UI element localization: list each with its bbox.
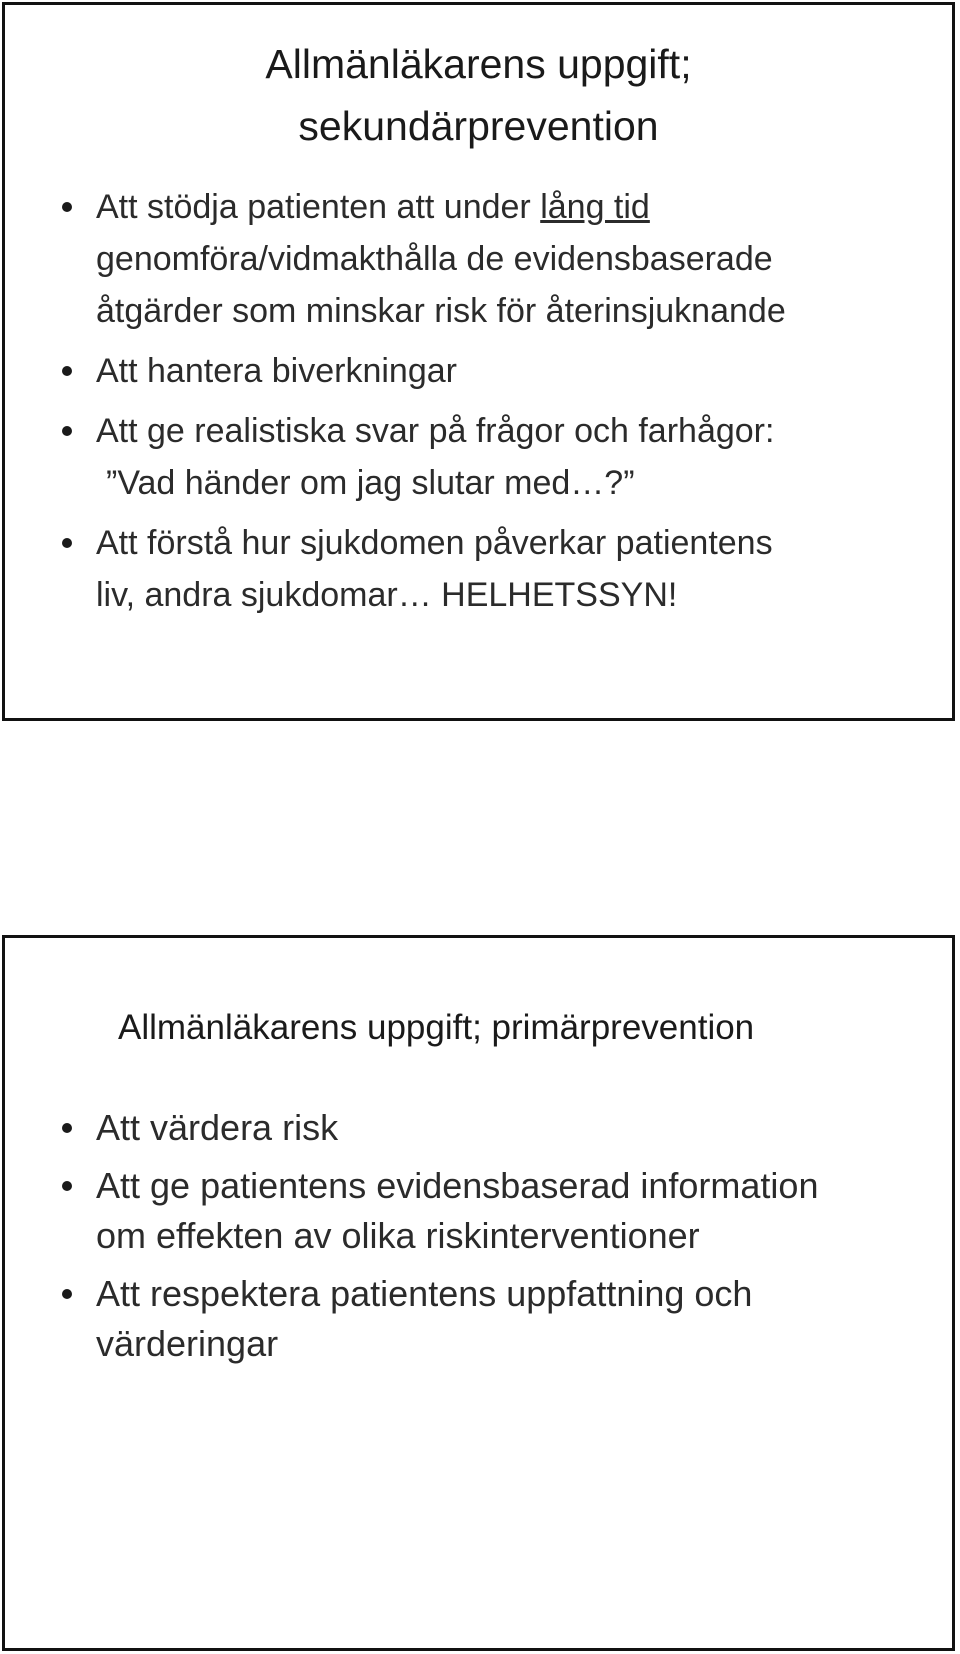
underlined-phrase: lång tid [540, 188, 650, 226]
bullet-item [5, 345, 952, 397]
bullet-text-line: värderingar [96, 1323, 279, 1364]
bullet-icon [62, 538, 72, 548]
bullet-text-line: Att ge patientens evidensbaserad information [96, 1165, 819, 1206]
bullet-list [5, 181, 952, 629]
bullet-item [5, 405, 952, 509]
bullet-icon [62, 1289, 72, 1299]
bullet-icon [62, 1181, 72, 1191]
bullet-text-line: Att förstå hur sjukdomen påverkar patientens [96, 524, 773, 562]
bullet-icon [62, 426, 72, 436]
slide-title-line-1: Allmänläkarens uppgift; [265, 41, 692, 87]
bullet-icon [62, 202, 72, 212]
slide-title: Allmänläkarens uppgift; primärprevention [118, 1008, 755, 1047]
bullet-text-line: Att hantera biverkningar [96, 352, 457, 390]
bullet-text-line: Att respektera patientens uppfattning och [96, 1273, 753, 1314]
bullet-item [5, 1269, 952, 1369]
bullet-item [5, 517, 952, 621]
bullet-list [5, 1103, 952, 1377]
bullet-icon [62, 366, 72, 376]
bullet-text-line: liv, andra sjukdomar… HELHETSSYN! [96, 576, 678, 614]
slide-title [5, 33, 952, 157]
slide-secondary-prevention [2, 2, 955, 721]
bullet-text-line: genomföra/vidmakthålla de evidensbaserade [96, 240, 773, 278]
bullet-text-line: åtgärder som minskar risk för återinsjuknande [96, 292, 786, 330]
bullet-item [5, 181, 952, 337]
bullet-text-line: Att stödja patienten att under lång tid [96, 188, 650, 226]
bullet-item [5, 1161, 952, 1261]
slide-title-line-2: sekundärprevention [298, 103, 659, 149]
bullet-text-line: Att värdera risk [96, 1107, 339, 1148]
bullet-text-line: ”Vad händer om jag slutar med…?” [106, 464, 635, 502]
bullet-text-line: om effekten av olika riskinterventioner [96, 1215, 700, 1256]
bullet-text-line: Att ge realistiska svar på frågor och farhågor: [96, 412, 775, 450]
slide-primary-prevention [2, 935, 955, 1651]
bullet-icon [62, 1123, 72, 1133]
bullet-item [5, 1103, 952, 1153]
